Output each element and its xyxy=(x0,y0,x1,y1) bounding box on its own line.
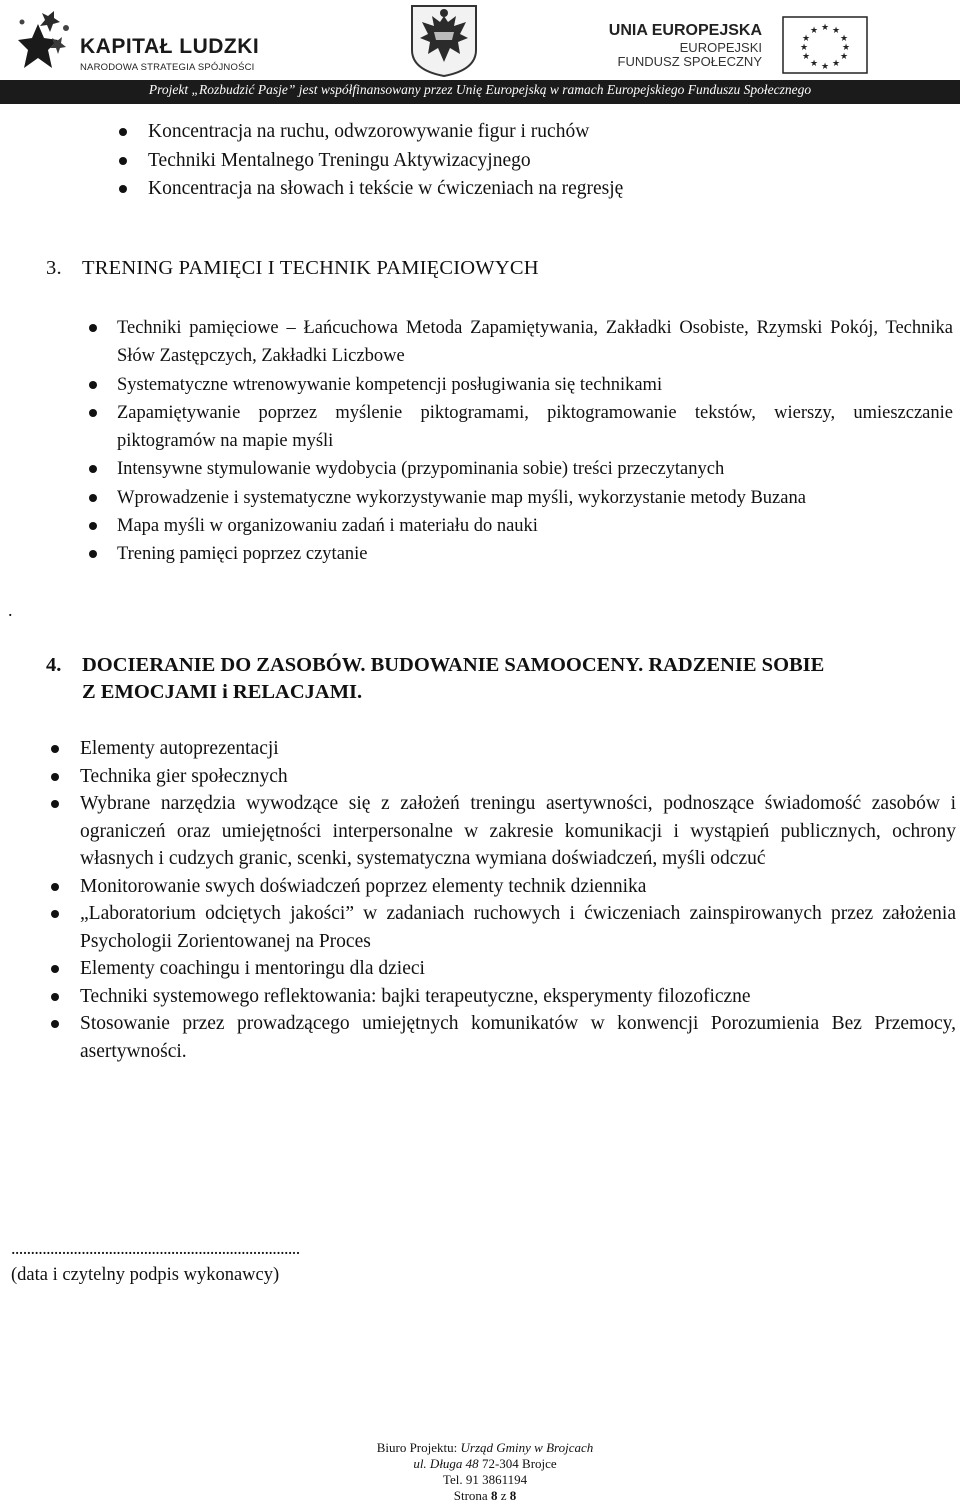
top-bullet-list xyxy=(148,118,938,204)
bullet-icon xyxy=(89,522,97,530)
list-item: Techniki systemowego reflektowania: bajki terapeutyczne, eksperymenty filozoficzne xyxy=(80,983,956,1011)
svg-text:★: ★ xyxy=(801,34,811,44)
eu-logo-line3: FUNDUSZ SPOŁECZNY xyxy=(617,54,762,69)
footer-office-label: Biuro Projektu: xyxy=(376,1440,458,1455)
section-4-number: 4. xyxy=(46,654,62,676)
section-4-title-line2: Z EMOCJAMI i RELACJAMI. xyxy=(82,681,363,703)
eu-flag-icon xyxy=(782,16,868,74)
list-item: „Laboratorium odciętych jakości” w zadaniach ruchowych i ćwiczeniach zainspirowanych przez założenia Psychologii Zorientowanej na Proces xyxy=(80,900,956,955)
kapital-ludzki-title: KAPITAŁ LUDZKI xyxy=(80,35,260,58)
svg-text:★: ★ xyxy=(831,59,841,69)
svg-text:★: ★ xyxy=(841,43,851,53)
bullet-icon xyxy=(51,883,59,891)
footer-page-total: 8 xyxy=(509,1488,517,1503)
bullet-icon xyxy=(89,494,97,502)
footer-line2 xyxy=(300,1456,670,1472)
section-3-title: TRENING PAMIĘCI I TECHNIK PAMIĘCIOWYCH xyxy=(82,257,539,279)
kapital-ludzki-logo xyxy=(14,10,260,76)
list-item: Techniki pamięciowe – Łańcuchowa Metoda Zapamiętywania, Zakładki Osobiste, Rzymski Pokój, Technika Słów Zastępczych, Zakładki Liczbowe xyxy=(117,314,953,371)
bullet-icon xyxy=(119,128,127,136)
footer-page-number: 8 xyxy=(490,1488,498,1503)
bullet-icon xyxy=(51,800,59,808)
section-4-title-line1: DOCIERANIE DO ZASOBÓW. BUDOWANIE SAMOOCENY. RADZENIE SOBIE xyxy=(82,654,825,676)
svg-text:★: ★ xyxy=(839,52,849,62)
section-4-list xyxy=(80,735,956,1065)
svg-text:★: ★ xyxy=(809,59,819,69)
list-item: Koncentracja na ruchu, odwzorowywanie figur i ruchów xyxy=(148,118,938,147)
list-item: Monitorowanie swych doświadczeń poprzez elementy technik dziennika xyxy=(80,873,956,901)
list-item: Wybrane narzędzia wywodzące się z założeń treningu asertywności, podnoszące świadomość zasobów i ograniczeń oraz umiejętności interpersonalne w zakresie komunikacji i wystąpień publicznych, ochrony własnych i cudzych granic, scenki, systematyczna wymiana doświadczeń, myśli odczuć xyxy=(80,790,956,873)
footer-line3: Tel. 91 3861194 xyxy=(442,1472,528,1487)
stray-dot: . xyxy=(8,600,13,620)
bullet-icon xyxy=(51,910,59,918)
list-item: Intensywne stymulowanie wydobycia (przypominania sobie) treści przeczytanych xyxy=(117,455,953,483)
eagle-emblem-icon xyxy=(408,2,480,78)
bullet-icon xyxy=(51,773,59,781)
section-3-number: 3. xyxy=(46,257,62,279)
signature-dots: .......................................................................... xyxy=(11,1238,300,1258)
bullet-icon xyxy=(51,1020,59,1028)
svg-text:★: ★ xyxy=(809,26,819,36)
footer-office-value: Urząd Gminy w Brojcach xyxy=(460,1440,594,1455)
list-item: Stosowanie przez prowadzącego umiejętnych komunikatów w konwencji Porozumienia Bez Przemocy, asertywności. xyxy=(80,1010,956,1065)
svg-text:★: ★ xyxy=(839,34,849,44)
list-item: Wprowadzenie i systematyczne wykorzystywanie map myśli, wykorzystanie metody Buzana xyxy=(117,484,953,512)
bullet-icon xyxy=(51,965,59,973)
svg-text:★: ★ xyxy=(801,52,811,62)
bullet-icon xyxy=(51,745,59,753)
bullet-icon xyxy=(89,381,97,389)
footer-line4: Strona 8 z 8 xyxy=(453,1488,517,1503)
kapital-ludzki-subtitle: NARODOWA STRATEGIA SPÓJNOŚCI xyxy=(80,62,255,73)
svg-text:★: ★ xyxy=(820,62,830,72)
svg-text:★: ★ xyxy=(799,43,809,53)
bullet-icon xyxy=(89,324,97,332)
bullet-icon xyxy=(89,550,97,558)
bullet-icon xyxy=(89,409,97,417)
list-item: Zapamiętywanie poprzez myślenie piktogramami, piktogramowanie tekstów, wierszy, umieszczanie piktogramów na mapie myśli xyxy=(117,399,953,456)
list-item: Elementy autoprezentacji xyxy=(80,735,956,763)
kapital-ludzki-icon xyxy=(14,10,76,76)
list-item: Mapa myśli w organizowaniu zadań i materiału do nauki xyxy=(117,512,953,540)
list-item: Elementy coachingu i mentoringu dla dzieci xyxy=(80,955,956,983)
bullet-icon xyxy=(119,157,127,165)
eu-logo xyxy=(608,14,952,74)
list-item: Systematyczne wtrenowywanie kompetencji posługiwania się technikami xyxy=(117,371,953,399)
section-3-list xyxy=(117,314,953,569)
svg-text:★: ★ xyxy=(820,23,830,33)
footer-postal: 72-304 Brojce xyxy=(481,1456,557,1471)
page-header xyxy=(0,0,960,104)
signature-label: (data i czytelny podpis wykonawcy) xyxy=(11,1265,280,1285)
footer-street: ul. Długa 48 xyxy=(413,1456,479,1471)
svg-text:★: ★ xyxy=(831,26,841,36)
bullet-icon xyxy=(89,465,97,473)
footer-line1 xyxy=(300,1440,670,1456)
list-item: Techniki Mentalnego Treningu Aktywizacyjnego xyxy=(148,147,938,176)
list-item: Technika gier społecznych xyxy=(80,763,956,791)
header-banner-text: Projekt „Rozbudzić Pasje” jest współfinansowany przez Unię Europejską w ramach Europejskiego Funduszu Społecznego xyxy=(148,82,812,97)
eu-logo-line2: EUROPEJSKI xyxy=(679,40,762,55)
list-item: Trening pamięci poprzez czytanie xyxy=(117,540,953,568)
bullet-icon xyxy=(119,185,127,193)
eu-logo-line1: UNIA EUROPEJSKA xyxy=(608,22,762,39)
bullet-icon xyxy=(51,993,59,1001)
list-item: Koncentracja na słowach i tekście w ćwiczeniach na regresję xyxy=(148,175,938,204)
